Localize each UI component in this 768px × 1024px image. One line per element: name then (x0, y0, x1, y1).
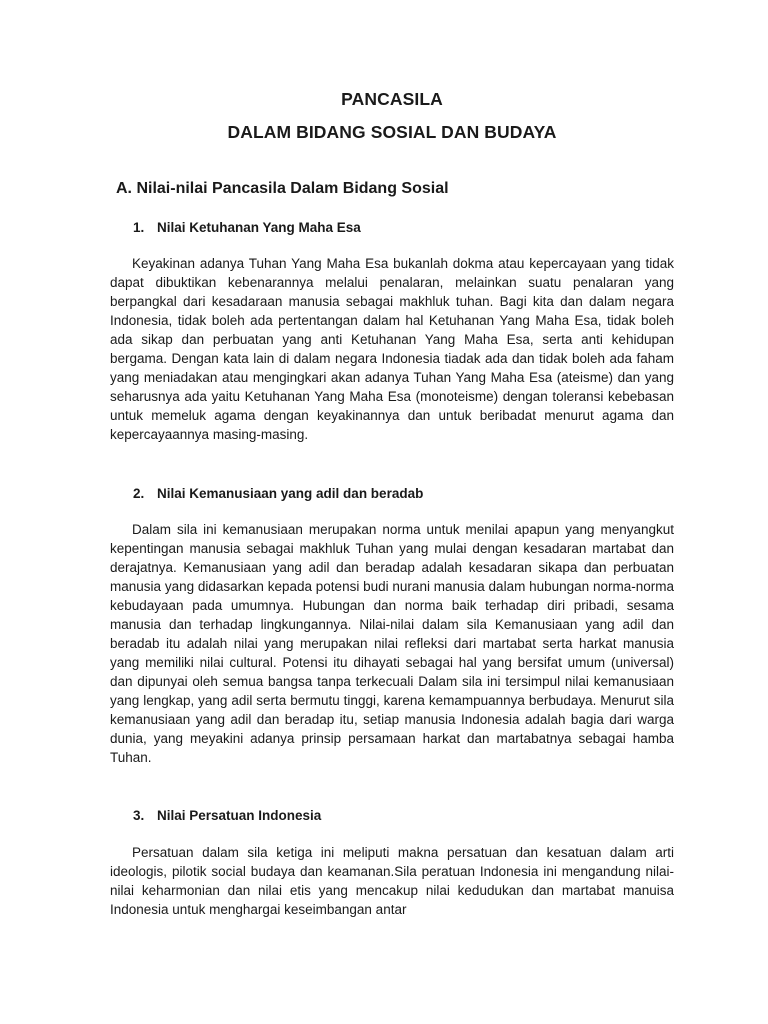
paragraph-kemanusiaan: Dalam sila ini kemanusiaan merupakan norma untuk menilai apapun yang menyangkut kepentingan manusia sebagai makhluk Tuhan yang mulai dengan kesadaran martabat dan derajatnya. Kemanusiaan yang adil dan beradap adalah kesadaran sikapa dan perbuatan manusia yang didasarkan kepada potensi budi nurani manusia dalam hubungan norma-norma kebudayaan pada umumnya. Hubungan dan norma baik terhadap diri pribadi, sesama manusia dan terhadap lingkungannya. Nilai-nilai dalam sila Kemanusiaan yang adil dan beradab itu adalah nilai yang merupakan nilai refleksi dari martabat serta harkat manusia yang memiliki nilai cultural. Potensi itu dihayati sebagai hal yang bersifat umum (universal) dan dipunyai oleh semua bangsa tanpa terkecuali Dalam sila ini tersimpul nilai kemanusiaan yang lengkap, yang adil serta bermutu tinggi, karena kemampuannya berbudaya. Menurut sila kemanusiaan yang adil dan beradap itu, setiap manusia Indonesia adalah bagia dari warga dunia, yang meyakini adanya prinsip persamaan harkat dan martabatnya sebagai hamba Tuhan. (110, 522, 674, 765)
paragraph-persatuan: Persatuan dalam sila ketiga ini meliputi makna persatuan dan kesatuan dalam arti ideologis, pilotik social budaya dan keamanan.Sila peratuan Indonesia ini mengandung nilai-nilai keharmonian dan nilai etis yang mencakup nilai kedudukan dan martabat manuisa Indonesia untuk menghargai keseimbangan antar (110, 845, 674, 917)
subsection-title: Nilai Kemanusiaan yang adil dan beradab (157, 486, 424, 501)
section-a-heading: A. Nilai-nilai Pancasila Dalam Bidang Sosial (116, 180, 449, 197)
document-title: PANCASILA (341, 89, 443, 109)
subsection-number: 3. (133, 808, 145, 823)
subsection-heading-1 (133, 220, 361, 235)
subsection-number: 1. (133, 220, 145, 235)
subsection-title: Nilai Persatuan Indonesia (157, 808, 322, 823)
subsection-number: 2. (133, 486, 145, 501)
document-subtitle: DALAM BIDANG SOSIAL DAN BUDAYA (227, 122, 557, 142)
paragraph-ketuhanan: Keyakinan adanya Tuhan Yang Maha Esa bukanlah dokma atau kepercayaan yang tidak dapat dibuktikan kebenarannya melalui penalaran, melainkan suatu penalaran yang berpangkal dari kesadaraan manusia sebagai makhluk tuhan. Bagi kita dan dalam negara Indonesia, tidak boleh ada pertentangan dalam hal Ketuhanan Yang Maha Esa, tidak boleh ada sikap dan perbuatan yang anti Ketuhanan Yang Maha Esa, serta anti kehidupan bergama. Dengan kata lain di dalam negara Indonesia tiadak ada dan tidak boleh ada faham yang meniadakan atau mengingkari akan adanya Tuhan Yang Maha Esa (ateisme) dan yang seharusnya ada yaitu Ketuhanan Yang Maha Esa (monoteisme) dengan toleransi kebebasan untuk memeluk agama dengan keyakinannya dan untuk beribadat menurut agama dan kepercayaannya masing-masing. (110, 256, 674, 442)
subsection-title: Nilai Ketuhanan Yang Maha Esa (157, 220, 361, 235)
subsection-heading-3 (133, 808, 321, 823)
subsection-heading-2 (133, 486, 423, 501)
